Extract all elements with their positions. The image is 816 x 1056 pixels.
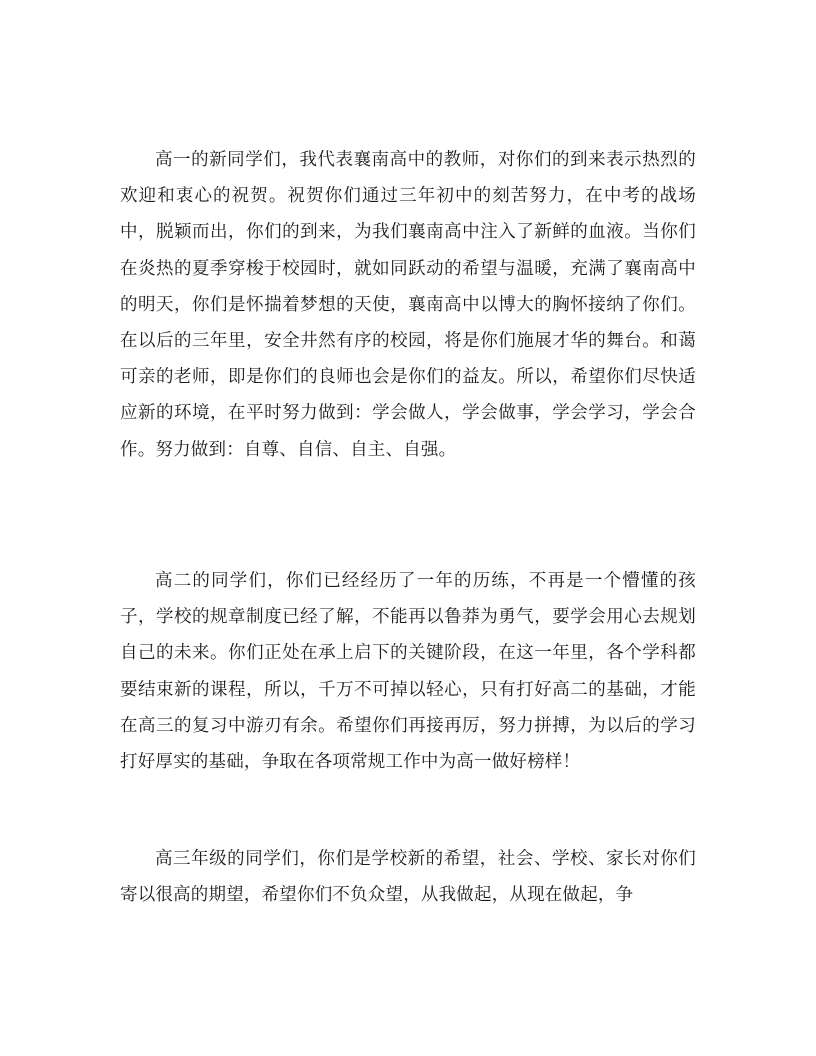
paragraph-grade-three: 高三年级的同学们，你们是学校新的希望，社会、学校、家长对你们寄以很高的期望，希望你们不负众望，从我做起，从现在做起，争	[120, 849, 696, 906]
paragraph-grade-one: 高一的新同学们，我代表襄南高中的教师，对你们的到来表示热烈的欢迎和衷心的祝贺。祝贺你们通过三年初中的刻苦努力，在中考的战场中，脱颖而出，你们的到来，为我们襄南高中注入了新鲜的血液。当你们在炎热的夏季穿梭于校园时，就如同跃动的希望与温暖，充满了襄南高中的明天，你们是怀揣着梦想的天使，襄南高中以博大的胸怀接纳了你们。在以后的三年里，安全井然有序的校园，将是你们施展才华的舞台。和蔼可亲的老师，即是你们的良师也会是你们的益友。所以，希望你们尽快适应新的环境，在平时努力做到：学会做人，学会做事，学会学习，学会合作。努力做到：自尊、自信、自主、自强。	[120, 150, 696, 460]
paragraph-grade-two: 高二的同学们，你们已经经历了一年的历练，不再是一个懵懂的孩子，学校的规章制度已经了解，不能再以鲁莽为勇气，要学会用心去规划自己的未来。你们正处在承上启下的关键阶段，在这一年里，各个学科都要结束新的课程，所以，千万不可掉以轻心，只有打好高二的基础，才能在高三的复习中游刃有余。希望你们再接再厉，努力拼搏，为以后的学习打好厚实的基础，争取在各项常规工作中为高一做好榜样！	[120, 571, 696, 773]
